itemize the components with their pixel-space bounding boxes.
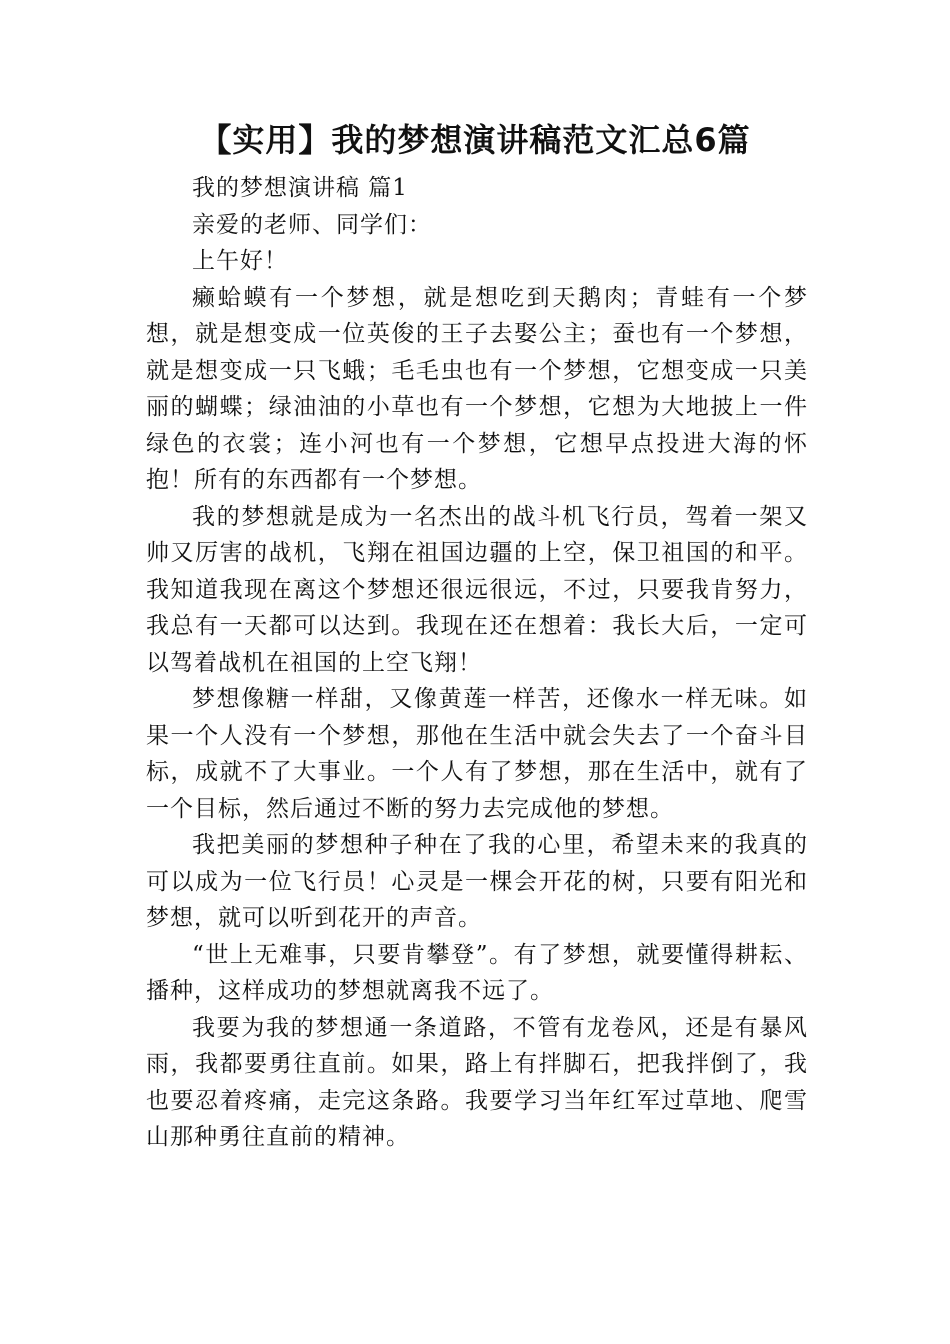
greeting: 上午好！ <box>192 248 288 274</box>
paragraph: “世上无难事，只要肯攀登”。有了梦想，就要懂得耕耘、播种，这样成功的梦想就离我不远了。 <box>146 941 808 1004</box>
paragraph: 我要为我的梦想通一条道路，不管有龙卷风，还是有暴风雨，我都要勇往直前。如果，路上有拌脚石，把我拌倒了，我也要忍着疼痛，走完这条路。我要学习当年红军过草地、爬雪山那种勇往直前的精神。 <box>146 1014 808 1150</box>
paragraph: 癞蛤蟆有一个梦想，就是想吃到天鹅肉；青蛙有一个梦想，就是想变成一位英俊的王子去娶公主；蚕也有一个梦想，就是想变成一只飞蛾；毛毛虫也有一个梦想，它想变成一只美丽的蝴蝶；绿油油的小草也有一个梦想，它想为大地披上一件绿色的衣裳；连小河也有一个梦想，它想早点投进大海的怀抱！所有的东西都有一个梦想。 <box>146 284 808 493</box>
document-body <box>146 170 808 1156</box>
paragraph: 梦想像糖一样甜，又像黄莲一样苦，还像水一样无味。如果一个人没有一个梦想，那他在生活中就会失去了一个奋斗目标，成就不了大事业。一个人有了梦想，那在生活中，就有了一个目标，然后通过不断的努力去完成他的梦想。 <box>146 686 808 822</box>
salutation: 亲爱的老师、同学们： <box>192 211 432 238</box>
document-title: 【实用】我的梦想演讲稿范文汇总6篇 <box>199 121 751 159</box>
paragraph: 我的梦想就是成为一名杰出的战斗机飞行员，驾着一架又帅又厉害的战机，飞翔在祖国边疆的上空，保卫祖国的和平。我知道我现在离这个梦想还很远很远，不过，只要我肯努力，我总有一天都可以达到。我现在还在想着：我长大后，一定可以驾着战机在祖国的上空飞翔！ <box>146 503 808 676</box>
section-heading: 我的梦想演讲稿 篇1 <box>192 175 408 201</box>
paragraph: 我把美丽的梦想种子种在了我的心里，希望未来的我真的可以成为一位飞行员！心灵是一棵会开花的树，只要有阳光和梦想，就可以听到花开的声音。 <box>146 832 808 931</box>
